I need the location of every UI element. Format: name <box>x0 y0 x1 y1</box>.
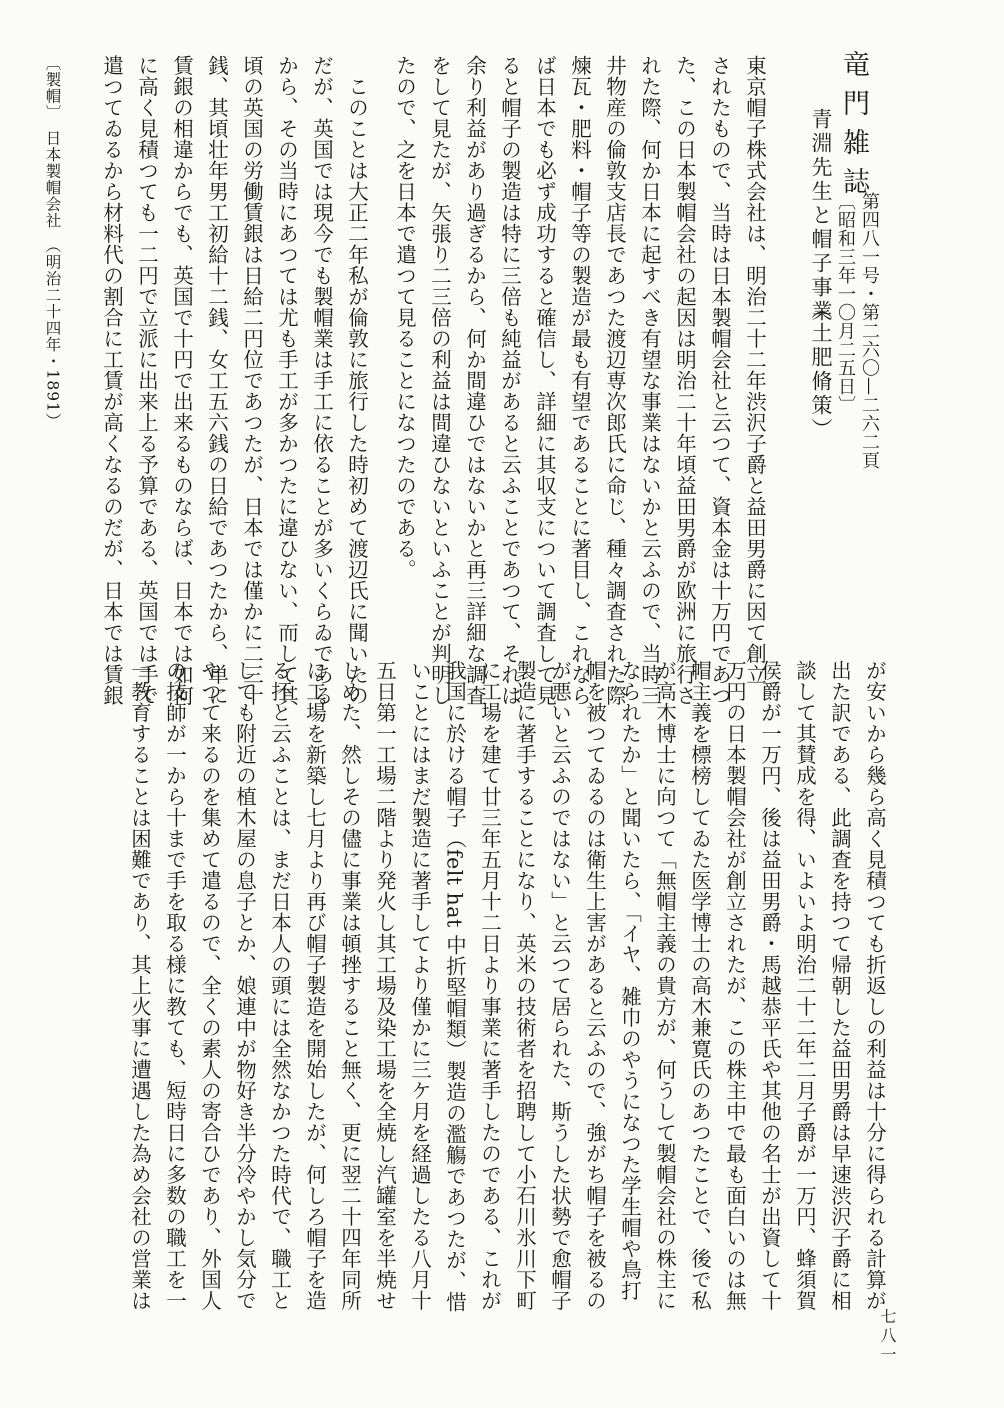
text-column: 煉瓦・肥料・帽子等の製造が最も有望であることに著目し、これなら <box>567 55 592 706</box>
text-column: 我国に於ける帽子（felt hat 中折堅帽類）製造の濫觴であつたが、惜 <box>442 660 467 1313</box>
text-column: 余り利益があり過ぎるから、何か間違ひではないかと再三詳細な調査 <box>462 55 487 706</box>
text-column: に高く見積つても一二円で立派に出来上る予算である、英国では手で <box>134 55 159 706</box>
text-column: が安いから幾ら高く見積つても折返しの利益は十分に得られる計算が <box>862 660 887 1311</box>
text-column: から、その当時にあつては尤も手工が多かつたに違ひない、而して其 <box>274 55 299 706</box>
page-number: 七八一 <box>878 1308 897 1365</box>
text-column: が高木博士に向つて「無帽主義の貴方が、何うして製帽会社の株主に <box>652 660 677 1311</box>
text-column: 五日第一工場二階より発火し其工場及染工場を全焼し汽罐室を半焼せ <box>372 660 397 1311</box>
text-column: に工場を建て廿三年五月十二日より事業に著手したのである、これが <box>477 660 502 1311</box>
text-column: たので、之を日本で遣つて見ることになつたのである。 <box>392 55 417 580</box>
text-column: なられたか」と聞いたら、「イヤ、雑巾のやうになつた学生帽や鳥打 <box>617 660 642 1301</box>
text-column: 一教育することは困難であり、其上火事に遭遇した為め会社の営業は <box>127 660 152 1311</box>
text-column: 談して其賛成を得、いよいよ明治二十二年二月子爵が一万円、蜂須賀 <box>792 660 817 1311</box>
text-column: 帽主義を標榜してゐた医学博士の高木兼寛氏のあつたことで、後で私 <box>687 660 712 1311</box>
text-column: る抔と云ふことは、まだ日本人の頭には全然なかつた時代で、職工と <box>267 660 292 1311</box>
text-column: やつて来るのを集めて遣るので、全くの素人の寄合ひであり、外国人 <box>197 660 222 1311</box>
page-footer: 〔製帽〕 日本製帽会社 （明治二十四年・1891） <box>43 55 62 430</box>
issue-date: 〔昭和三年一〇月二五日〕 <box>835 192 856 414</box>
text-column: をして見たが、矢張り二三倍の利益は間違ひないといふことが判明し <box>427 55 452 706</box>
text-column: 賃銀の相違からでも、英国で十円で出来るものならば、日本では如何 <box>169 55 194 706</box>
article-author: （土肥脩策） <box>809 298 833 442</box>
text-column: いことにはまだ製造に著手してより僅かに三ケ月を経過したる八月十 <box>407 660 432 1311</box>
text-column: だが、英国では現今でも製帽業は手工に依ることが多いくらゐである <box>309 55 334 706</box>
text-column: されたもので、当時は日本製帽会社と云つて、資本金は十万円であつ <box>707 55 732 706</box>
text-column: 製造に著手することになり、英米の技術者を招聘して小石川氷川下町 <box>512 660 537 1311</box>
text-column: れた際、何か日本に起すべき有望な事業はないかと云ふので、当時三 <box>637 55 662 706</box>
text-column: 頃の英国の労働賃銀は日給二円位であつたが、日本では僅かに二三十 <box>239 55 264 706</box>
text-column: このことは大正二年私が倫敦に旅行した時初めて渡辺氏に聞いたの <box>344 55 369 706</box>
article-title: 青淵先生と帽子事業 <box>809 108 833 324</box>
text-column: 銭、其頃壮年男工初給十二銭、女工五六銭の日給であつたから、単に <box>204 55 229 706</box>
text-column: しめた、然しその儘に事業は頓挫すること無く、更に翌二十四年同所 <box>337 660 362 1311</box>
text-column: 遣つてゐるから材料代の割合に工賃が高くなるのだが、日本では賃銀 <box>99 55 124 706</box>
text-column: た、この日本製帽会社の起因は明治二十年頃益田男爵が欧洲に旅行さ <box>672 55 697 706</box>
text-column: の技師が一から十まで手を取る様に教ても、短時日に多数の職工を一 <box>162 660 187 1311</box>
text-column: ば日本でも必ず成功すると確信し、詳細に其収支について調査して見 <box>532 55 557 706</box>
journal-title: 竜門雑誌 <box>838 50 869 206</box>
text-column: ると帽子の製造は特に三倍も純益があると云ふことであつて、それは <box>497 55 522 706</box>
text-column: 帽を被つてゐるのは衛生上害があると云ふので、強がち帽子を被るの <box>582 660 607 1311</box>
text-column: 侯爵が一万円、後は益田男爵・馬越恭平氏や其他の名士が出資して十 <box>757 660 782 1311</box>
issue-info: 第四八一号・第二六〇—二六二頁 <box>859 192 880 470</box>
text-column: に工場を新築し七月より再び帽子製造を開始したが、何しろ帽子を造 <box>302 660 327 1311</box>
text-column: 井物産の倫敦支店長であつた渡辺専次郎氏に命じ、種々調査された際 <box>602 55 627 706</box>
text-column: 東京帽子株式会社は、明治二十二年渋沢子爵と益田男爵に因て創立 <box>742 55 767 685</box>
text-column: 万円の日本製帽会社が創立されたが、この株主中で最も面白いのは無 <box>722 660 747 1311</box>
text-column: が悪いと云ふのではない」と云つて居られた、斯うした状勢で愈帽子 <box>547 660 572 1311</box>
text-column: 出た訳である、此調査を持つて帰朝した益田男爵は早速渋沢子爵に相 <box>827 660 852 1311</box>
text-column: しても附近の植木屋の息子とか、娘連中が物好き半分冷やかし気分で <box>232 660 257 1311</box>
